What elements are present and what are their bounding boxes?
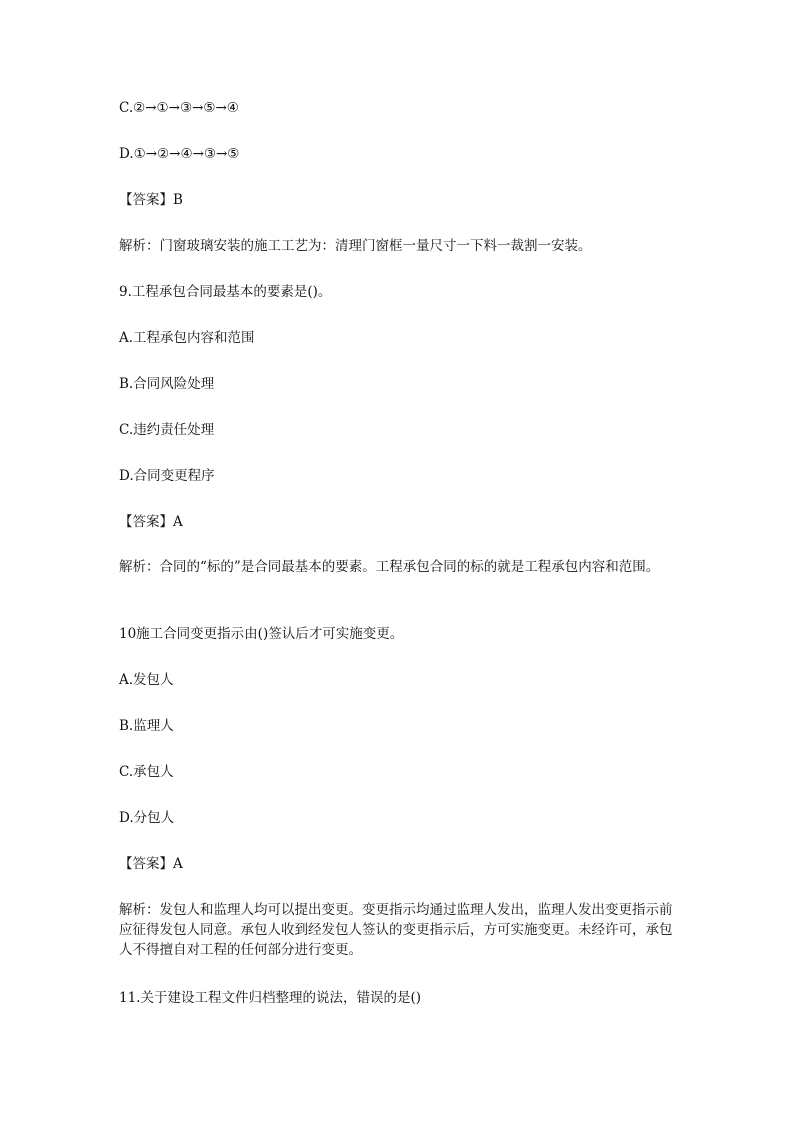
analysis-q9: 解析：合同的“标的”是合同最基本的要素。工程承包合同的标的就是工程承包内容和范围。 [119, 559, 660, 575]
answer-q8: 【答案】B [119, 192, 183, 208]
option-c-q10: C.承包人 [119, 764, 174, 780]
answer-q9: 【答案】A [119, 514, 183, 530]
answer-q10: 【答案】A [119, 856, 183, 872]
option-d-q9: D.合同变更程序 [119, 468, 215, 484]
option-a-q9: A.工程承包内容和范围 [119, 330, 255, 346]
question-9: 9.工程承包合同最基本的要素是()。 [119, 284, 332, 300]
question-11: 11.关于建设工程文件归档整理的说法，错误的是() [119, 990, 422, 1006]
option-c-q8: C.②→①→③→⑤→④ [119, 100, 239, 116]
option-b-q10: B.监理人 [119, 718, 174, 734]
option-b-q9: B.合同风险处理 [119, 376, 215, 392]
question-10: 10施工合同变更指示由()签认后才可实施变更。 [119, 626, 404, 642]
option-d-q10: D.分包人 [119, 810, 175, 826]
option-d-q8: D.①→②→④→③→⑤ [119, 146, 240, 162]
analysis-q8: 解析：门窗玻璃安装的施工工艺为：清理门窗框一量尺寸一下料一裁割一安装。 [119, 238, 592, 254]
analysis-q10: 解析：发包人和监理人均可以提出变更。变更指示均通过监理人发出，监理人发出变更指示前应征得发包人同意。承包人收到经发包人签认的变更指示后，方可实施变更。未经许可，承包人不得擅自对工程的任何部分进行变更。 [119, 902, 673, 958]
option-c-q9: C.违约责任处理 [119, 422, 215, 438]
option-a-q10: A.发包人 [119, 672, 174, 688]
